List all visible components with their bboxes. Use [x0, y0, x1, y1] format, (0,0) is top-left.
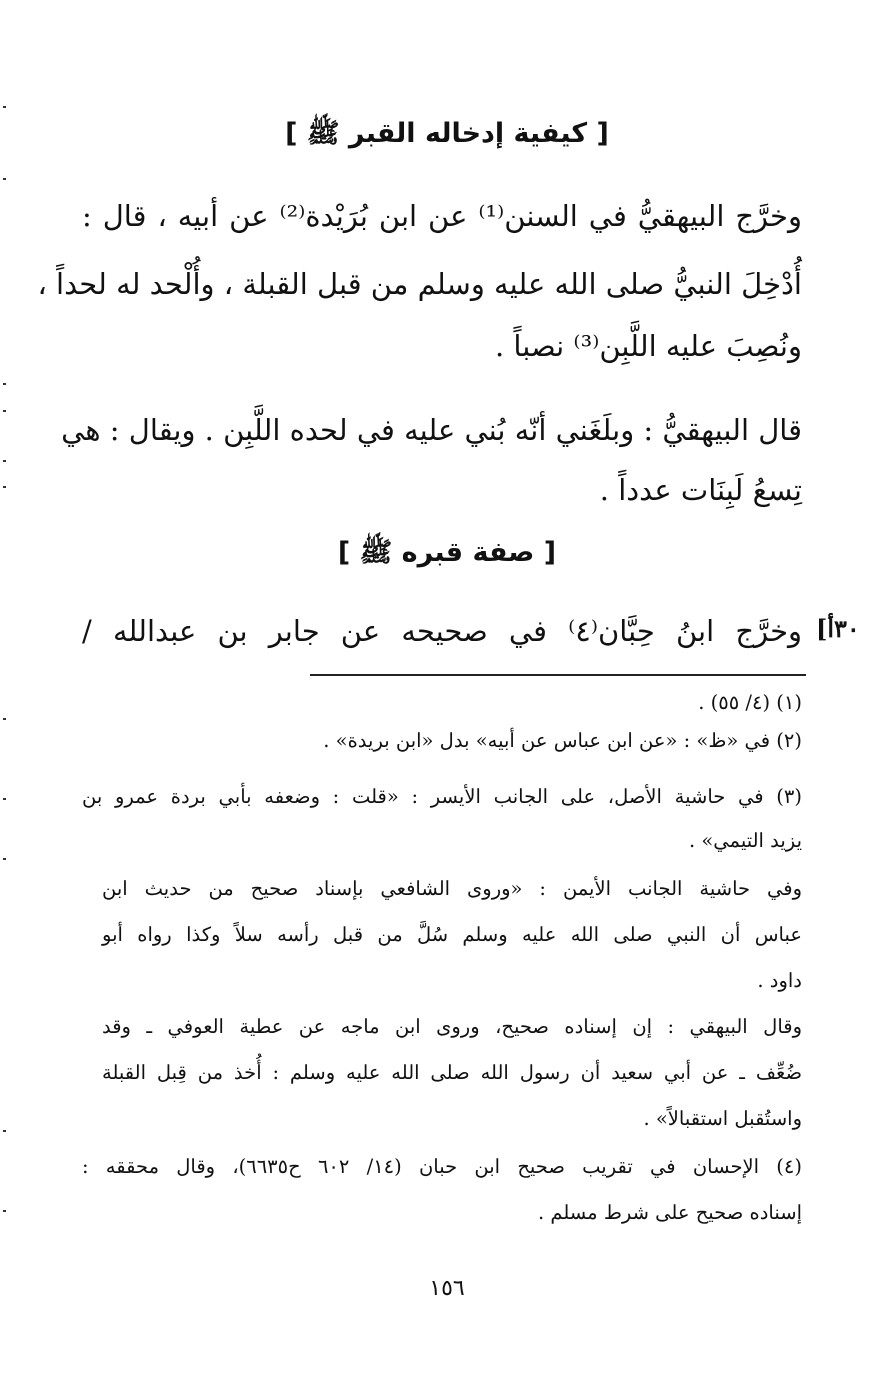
footnote-line: وفي حاشية الجانب الأيمن : «وروى الشافعي بإسناد صحيح من حديث ابن	[102, 877, 802, 900]
footnote-line: يزيد التيمي» .	[688, 829, 802, 852]
scan-speck	[3, 460, 6, 462]
scan-speck	[3, 410, 6, 412]
section-heading-burial: [ كيفية إدخاله القبر ﷺ ]	[285, 118, 609, 149]
scan-speck	[3, 798, 6, 800]
scan-speck	[3, 178, 6, 180]
body-line: قال البيهقيُّ : وبلَغَني أنّه بُني عليه في لحده اللَّبِن . ويقال : هي	[61, 413, 802, 447]
body-line: ونُصِبَ عليه اللَّبِن⁽³⁾ نصباً .	[494, 329, 802, 363]
section-heading-grave: [ صفة قبره ﷺ ]	[337, 537, 557, 568]
scan-speck	[3, 106, 6, 108]
scan-speck	[3, 486, 6, 488]
footnote-line: واستُقبل استقبالاً» .	[643, 1107, 802, 1130]
footnote-line: إسناده صحيح على شرط مسلم .	[537, 1201, 802, 1224]
scan-speck	[3, 718, 6, 720]
scan-speck	[3, 1130, 6, 1132]
scan-speck	[3, 383, 6, 385]
page-number: ١٥٦	[429, 1276, 465, 1301]
scan-speck	[3, 1210, 6, 1212]
footnote-line: (١) (٤/ ٥٥) .	[698, 691, 802, 714]
body-line: وخرَّج البيهقيُّ في السنن⁽¹⁾ عن ابن بُرَيْدة⁽²⁾ عن أبيه ، قال :	[82, 199, 802, 233]
footnote-line: (٤) الإحسان في تقريب صحيح ابن حبان (١٤/ ٦٠٢ ح٦٦٣٥)، وقال محققه :	[82, 1155, 802, 1178]
footnote-line: وقال البيهقي : إن إسناده صحيح، وروى ابن ماجه عن عطية العوفي ـ وقد	[102, 1015, 802, 1038]
manuscript-folio-note: ٣٠أ]	[816, 614, 860, 643]
footnote-separator	[310, 674, 806, 676]
body-line: تِسعُ لَبِنَات عدداً .	[599, 473, 802, 507]
footnote-line: داود .	[757, 969, 802, 992]
footnote-line: (٢) في «ظ» : «عن ابن عباس عن أبيه» بدل «ابن بريدة» .	[323, 729, 802, 752]
body-line: أُدْخِلَ النبيُّ صلى الله عليه وسلم من قبل القبلة ، وأُلْحد له لحداً ،	[37, 267, 802, 301]
footnote-line: (٣) في حاشية الأصل، على الجانب الأيسر : «قلت : وضعفه بأبي بردة عمرو بن	[82, 785, 802, 808]
footnote-line: عباس أن النبي صلى الله عليه وسلم سُلَّ من قبل رأسه سلاً وكذا رواه أبو	[102, 923, 802, 946]
scan-speck	[3, 858, 6, 860]
footnote-line: ضُعِّف ـ عن أبي سعيد أن رسول الله صلى الله عليه وسلم : أُخذ من قِبل القبلة	[102, 1061, 802, 1084]
body-line: وخرَّج ابنُ حِبَّان⁽٤⁾ في صحيحه عن جابر بن عبدالله /	[82, 614, 802, 648]
